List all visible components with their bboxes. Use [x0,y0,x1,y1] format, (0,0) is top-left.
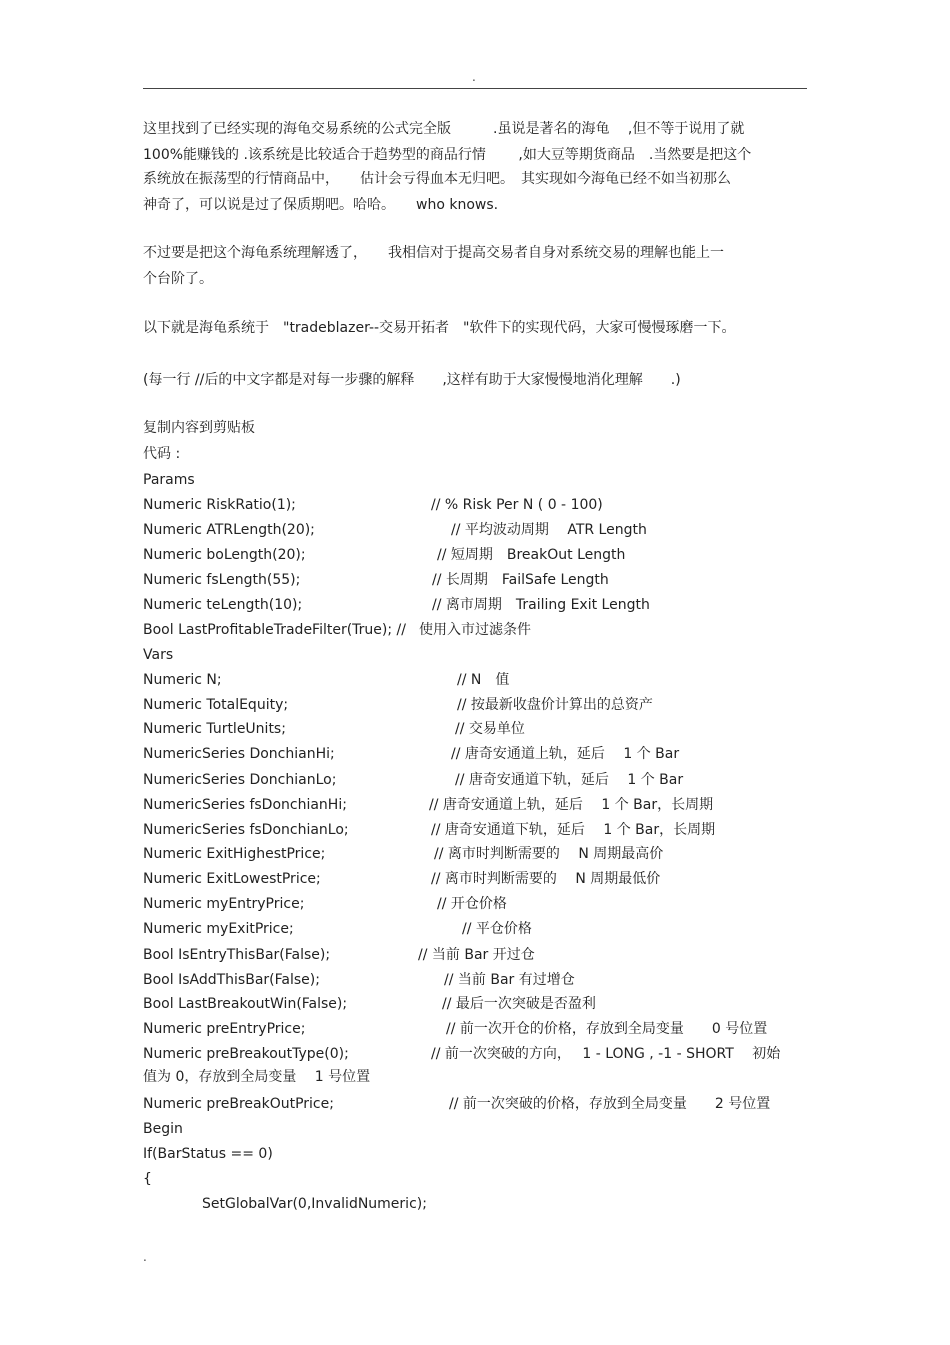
footer-dot: . [143,1250,147,1264]
code-p5-comment: // 离市周期 Trailing Exit Length [432,597,650,613]
code-v3: Numeric TurtleUnits; [143,721,286,737]
code-v15-comment: // 前一次开仓的价格，存放到全局变量 0 号位置 [446,1021,768,1037]
code-v6: NumericSeries fsDonchianHi; [143,797,347,813]
code-v16-comment: // 前一次突破的方向， 1 - LONG , -1 - SHORT 初始 [431,1046,781,1062]
code-v17: Numeric preBreakOutPrice; [143,1096,334,1112]
code-v9-comment: // 离市时判断需要的 N 周期最低价 [431,871,661,887]
code-p2: Numeric ATRLength(20); [143,522,315,538]
code-p3: Numeric boLength(20); [143,547,306,563]
code-v2: Numeric TotalEquity; [143,697,289,713]
code-p6-comment: 使用入市过滤条件 [419,622,531,638]
code-p5: Numeric teLength(10); [143,597,303,613]
code-v11-comment: // 平仓价格 [462,921,532,937]
code-p6: Bool LastProfitableTradeFilter(True); // [143,622,406,638]
intro-line-4: 神奇了，可以说是过了保质期吧。哈哈。 who knows. [143,197,499,213]
code-v12: Bool IsEntryThisBar(False); [143,947,331,963]
code-v10: Numeric myEntryPrice; [143,896,305,912]
code-vars: Vars [143,647,174,663]
code-v4-comment: // 唐奇安通道上轨，延后 1 个 Bar [451,746,680,762]
copy-to-clipboard[interactable]: 复制内容到剪贴板 [143,420,255,436]
code-v13-comment: // 当前 Bar 有过增仓 [444,972,575,988]
intro-line-2: 100%能赚钱的 .该系统是比较适合于趋势型的商品行情 ,如大豆等期货商品 .当然要是把这个 [143,147,752,163]
code-v16-continued: 值为 0，存放到全局变量 1 号位置 [143,1069,371,1085]
code-v14-comment: // 最后一次突破是否盈利 [442,996,596,1012]
code-v11: Numeric myExitPrice; [143,921,294,937]
code-label: 代码 : [143,446,181,462]
code-v17-comment: // 前一次突破的价格，存放到全局变量 2 号位置 [449,1096,771,1112]
header-rule [143,88,807,89]
code-setglobalvar: SetGlobalVar(0,InvalidNumeric); [202,1196,427,1212]
intro-line-3: 系统放在振荡型的行情商品中， 估计会亏得血本无归吧。 其实现如今海龟已经不如当初那么 [143,171,731,187]
code-v7-comment: // 唐奇安通道下轨，延后 1 个 Bar，长周期 [431,822,716,838]
code-v5: NumericSeries DonchianLo; [143,772,337,788]
code-if: If(BarStatus == 0) [143,1146,273,1162]
para3: 以下就是海龟系统于 "tradeblazer--交易开拓者 "软件下的实现代码，大家可慢慢琢磨一下。 [143,320,736,336]
code-v9: Numeric ExitLowestPrice; [143,871,321,887]
code-v7: NumericSeries fsDonchianLo; [143,822,349,838]
code-v8: Numeric ExitHighestPrice; [143,846,326,862]
code-params: Params [143,472,195,488]
code-v6-comment: // 唐奇安通道上轨，延后 1 个 Bar，长周期 [429,797,714,813]
code-v2-comment: // 按最新收盘价计算出的总资产 [457,697,653,713]
code-v16: Numeric preBreakoutType(0); [143,1046,349,1062]
code-v5-comment: // 唐奇安通道下轨，延后 1 个 Bar [455,772,684,788]
code-brace: { [143,1171,152,1187]
code-v1: Numeric N; [143,672,222,688]
header-dot: . [472,70,476,84]
code-p3-comment: // 短周期 BreakOut Length [437,547,626,563]
code-v13: Bool IsAddThisBar(False); [143,972,320,988]
code-p2-comment: // 平均波动周期 ATR Length [451,522,647,538]
code-v8-comment: // 离市时判断需要的 N 周期最高价 [434,846,664,862]
code-v10-comment: // 开仓价格 [437,896,507,912]
code-v1-comment: // N 值 [457,672,510,688]
intro-line-1: 这里找到了已经实现的海龟交易系统的公式完全版 .虽说是著名的海龟 ,但不等于说用了就 [143,121,745,137]
code-p1: Numeric RiskRatio(1); [143,497,296,513]
para2-line-2: 个台阶了。 [143,271,213,287]
para4: (每一行 //后的中文字都是对每一步骤的解释 ,这样有助于大家慢慢地消化理解 .) [143,372,681,388]
code-p4-comment: // 长周期 FailSafe Length [432,572,609,588]
code-v3-comment: // 交易单位 [455,721,525,737]
para2-line-1: 不过要是把这个海龟系统理解透了， 我相信对于提高交易者自身对系统交易的理解也能上一 [143,245,724,261]
code-v4: NumericSeries DonchianHi; [143,746,335,762]
code-begin: Begin [143,1121,183,1137]
code-v12-comment: // 当前 Bar 开过仓 [418,947,535,963]
code-v14: Bool LastBreakoutWin(False); [143,996,348,1012]
code-v15: Numeric preEntryPrice; [143,1021,306,1037]
code-p4: Numeric fsLength(55); [143,572,301,588]
code-p1-comment: // % Risk Per N ( 0 - 100) [431,497,603,513]
